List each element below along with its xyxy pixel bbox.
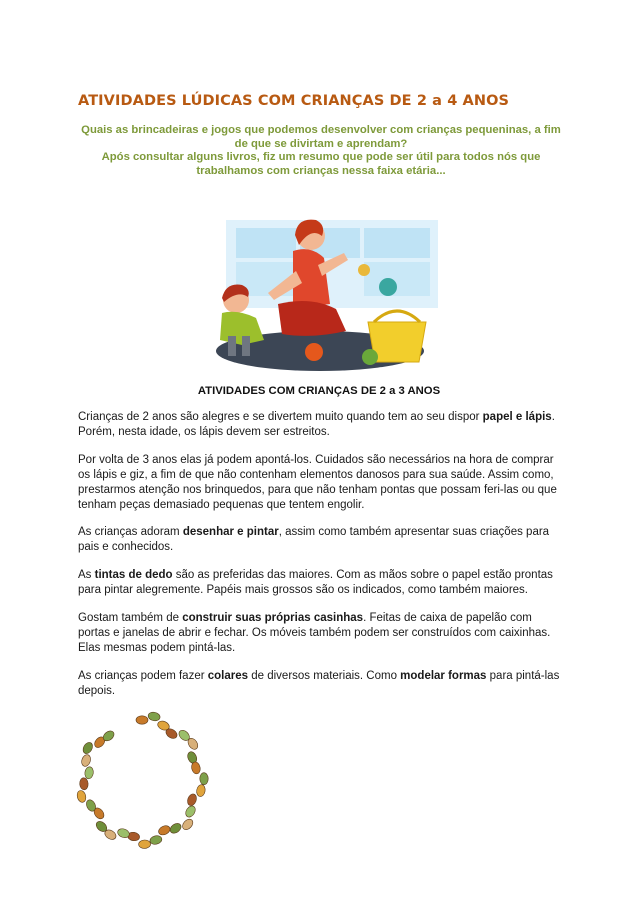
window-pane — [364, 228, 430, 258]
necklace-bead — [184, 804, 197, 819]
intro-block — [76, 124, 566, 178]
mother-child-illustration — [208, 218, 440, 374]
necklace-bead — [81, 741, 94, 756]
necklace-bead — [168, 821, 183, 835]
ball-floor — [362, 349, 378, 365]
paragraph: Gostam também de construir suas próprias casinhas. Feitas de caixa de papelão com portas e janelas de abrir e fechar. Os móveis também podem ser construídos com caixinhas. Elas mesmas podem pintá-las. — [78, 612, 551, 654]
ball-floor — [305, 343, 323, 361]
child-leg — [242, 336, 250, 356]
intro-question: Quais as brincadeiras e jogos que podemos desenvolver com crianças pequeninas, a fim de que se divirtam e aprendam? — [81, 124, 561, 150]
section-heading: ATIVIDADES COM CRIANÇAS DE 2 a 3 ANOS — [197, 385, 441, 397]
necklace-bead — [138, 840, 150, 849]
ball-flying — [358, 264, 370, 276]
paragraph: Crianças de 2 anos são alegres e se divertem muito quando tem ao seu dispor papel e lápis. Porém, nesta idade, os lápis devem ser estreitos. — [78, 411, 555, 438]
intro-summary: Após consultar alguns livros, fiz um resumo que pode ser útil para todos nós que trabalhamos com crianças nessa faixa etária... — [101, 151, 541, 177]
necklace-bead — [136, 716, 148, 724]
necklace-bead — [84, 766, 94, 779]
necklace-bead — [157, 824, 171, 837]
document-title: ATIVIDADES LÚDICAS COM CRIANÇAS DE 2 a 4 ANOS — [78, 93, 510, 109]
necklace-bead — [76, 790, 87, 804]
necklace-bead — [80, 753, 92, 767]
necklace-bead — [149, 835, 163, 846]
basket-handle — [374, 311, 420, 322]
pasta-necklace-image — [72, 700, 222, 850]
paragraph: Por volta de 3 anos elas já podem apontá-los. Cuidados são necessários na hora de comprar os lápis e giz, a fim de que não contenham elementos danosos para sua saúde. Assim como, prestarmos atenção nos brinquedos, para que não tenham pontas que possam feri-las ou que tenham peças demasiado pequenas que tentem engolir. — [78, 453, 557, 511]
paragraph: As crianças adoram desenhar e pintar, assim como também apresentar suas criações para pais e conhecidos. — [78, 526, 550, 554]
necklace-bead — [200, 773, 209, 785]
article-body — [78, 410, 566, 712]
window-pane — [364, 262, 430, 296]
window-pane — [236, 228, 296, 258]
necklace-bead — [181, 817, 195, 832]
paragraph: As tintas de dedo são as preferidas das maiores. Com as mãos sobre o papel estão prontas para pintar alegremente. Papéis mais grossos são os indicados, como também maiores. — [78, 569, 553, 597]
necklace-bead — [147, 711, 160, 722]
necklace-bead — [196, 784, 206, 797]
child-leg — [228, 336, 236, 356]
necklace-bead — [186, 793, 198, 807]
necklace-bead — [79, 778, 88, 791]
ball-flying — [379, 278, 397, 296]
paragraph: As crianças podem fazer colares de diversos materiais. Como modelar formas para pintá-las depois. — [78, 669, 560, 697]
